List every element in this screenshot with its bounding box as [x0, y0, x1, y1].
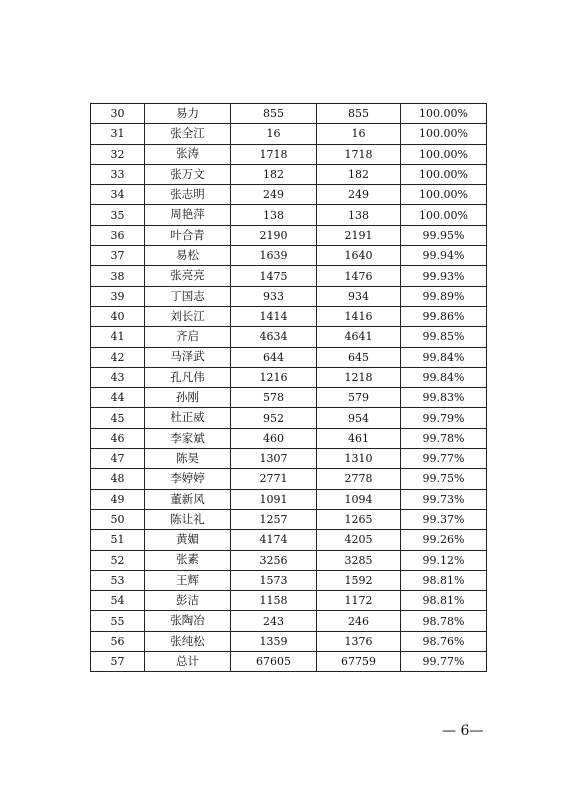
value-b-cell: 1310 [317, 449, 401, 469]
value-a-cell: 855 [231, 104, 317, 124]
value-a-cell: 1414 [231, 306, 317, 326]
table-row [91, 104, 487, 124]
row-index-cell: 35 [91, 205, 145, 225]
value-a-cell: 1718 [231, 144, 317, 164]
table-row [91, 347, 487, 367]
value-b-cell: 138 [317, 205, 401, 225]
percentage-cell: 99.85% [401, 327, 487, 347]
percentage-cell: 98.78% [401, 611, 487, 631]
table-row [91, 570, 487, 590]
value-a-cell: 2190 [231, 225, 317, 245]
row-index-cell: 55 [91, 611, 145, 631]
percentage-cell: 98.81% [401, 591, 487, 611]
value-b-cell: 1416 [317, 306, 401, 326]
table-row [91, 611, 487, 631]
percentage-cell: 98.76% [401, 631, 487, 651]
name-cell: 陈让礼 [145, 509, 231, 529]
percentage-cell: 99.37% [401, 509, 487, 529]
table-row [91, 530, 487, 550]
value-b-cell: 1172 [317, 591, 401, 611]
row-index-cell: 32 [91, 144, 145, 164]
name-cell: 总计 [145, 652, 231, 672]
value-b-cell: 249 [317, 185, 401, 205]
name-cell: 王辉 [145, 570, 231, 590]
value-a-cell: 578 [231, 388, 317, 408]
table-row [91, 388, 487, 408]
percentage-cell: 100.00% [401, 205, 487, 225]
value-b-cell: 645 [317, 347, 401, 367]
value-b-cell: 1265 [317, 509, 401, 529]
page-number: — 6— [442, 723, 484, 739]
row-index-cell: 41 [91, 327, 145, 347]
table-row [91, 489, 487, 509]
table-row [91, 144, 487, 164]
percentage-cell: 99.78% [401, 428, 487, 448]
value-a-cell: 933 [231, 286, 317, 306]
table-row [91, 124, 487, 144]
name-cell: 易力 [145, 104, 231, 124]
table-row [91, 631, 487, 651]
value-b-cell: 182 [317, 164, 401, 184]
row-index-cell: 40 [91, 306, 145, 326]
value-b-cell: 246 [317, 611, 401, 631]
percentage-cell: 99.94% [401, 246, 487, 266]
value-b-cell: 855 [317, 104, 401, 124]
table-row [91, 185, 487, 205]
value-a-cell: 2771 [231, 469, 317, 489]
value-a-cell: 1257 [231, 509, 317, 529]
value-a-cell: 249 [231, 185, 317, 205]
table-row [91, 449, 487, 469]
name-cell: 张全江 [145, 124, 231, 144]
row-index-cell: 43 [91, 367, 145, 387]
table-row [91, 225, 487, 245]
name-cell: 齐启 [145, 327, 231, 347]
name-cell: 孔凡伟 [145, 367, 231, 387]
value-a-cell: 3256 [231, 550, 317, 570]
value-b-cell: 461 [317, 428, 401, 448]
row-index-cell: 51 [91, 530, 145, 550]
percentage-cell: 99.79% [401, 408, 487, 428]
value-b-cell: 3285 [317, 550, 401, 570]
row-index-cell: 36 [91, 225, 145, 245]
percentage-cell: 99.93% [401, 266, 487, 286]
table-row [91, 164, 487, 184]
table-row [91, 367, 487, 387]
name-cell: 张志明 [145, 185, 231, 205]
row-index-cell: 47 [91, 449, 145, 469]
row-index-cell: 33 [91, 164, 145, 184]
value-a-cell: 138 [231, 205, 317, 225]
percentage-cell: 100.00% [401, 144, 487, 164]
name-cell: 黄媚 [145, 530, 231, 550]
value-a-cell: 16 [231, 124, 317, 144]
value-a-cell: 182 [231, 164, 317, 184]
value-b-cell: 934 [317, 286, 401, 306]
table-row [91, 469, 487, 489]
name-cell: 张万文 [145, 164, 231, 184]
row-index-cell: 42 [91, 347, 145, 367]
table-row [91, 408, 487, 428]
row-index-cell: 50 [91, 509, 145, 529]
name-cell: 张涛 [145, 144, 231, 164]
value-a-cell: 1216 [231, 367, 317, 387]
name-cell: 李家斌 [145, 428, 231, 448]
value-a-cell: 1158 [231, 591, 317, 611]
value-b-cell: 4205 [317, 530, 401, 550]
value-b-cell: 67759 [317, 652, 401, 672]
table-row [91, 327, 487, 347]
row-index-cell: 39 [91, 286, 145, 306]
row-index-cell: 46 [91, 428, 145, 448]
table-row [91, 550, 487, 570]
value-b-cell: 16 [317, 124, 401, 144]
row-index-cell: 56 [91, 631, 145, 651]
table-row [91, 591, 487, 611]
percentage-cell: 99.86% [401, 306, 487, 326]
percentage-cell: 99.95% [401, 225, 487, 245]
value-b-cell: 2778 [317, 469, 401, 489]
row-index-cell: 49 [91, 489, 145, 509]
row-index-cell: 53 [91, 570, 145, 590]
row-index-cell: 48 [91, 469, 145, 489]
percentage-cell: 100.00% [401, 185, 487, 205]
value-a-cell: 4634 [231, 327, 317, 347]
name-cell: 张亮亮 [145, 266, 231, 286]
value-a-cell: 1359 [231, 631, 317, 651]
row-index-cell: 45 [91, 408, 145, 428]
value-a-cell: 1091 [231, 489, 317, 509]
row-index-cell: 30 [91, 104, 145, 124]
percentage-cell: 99.73% [401, 489, 487, 509]
name-cell: 董新风 [145, 489, 231, 509]
percentage-cell: 99.26% [401, 530, 487, 550]
name-cell: 孙刚 [145, 388, 231, 408]
value-b-cell: 1218 [317, 367, 401, 387]
percentage-cell: 98.81% [401, 570, 487, 590]
table-row [91, 246, 487, 266]
value-b-cell: 954 [317, 408, 401, 428]
percentage-cell: 99.77% [401, 652, 487, 672]
value-a-cell: 460 [231, 428, 317, 448]
percentage-cell: 99.75% [401, 469, 487, 489]
row-index-cell: 52 [91, 550, 145, 570]
value-a-cell: 243 [231, 611, 317, 631]
row-index-cell: 54 [91, 591, 145, 611]
row-index-cell: 38 [91, 266, 145, 286]
percentage-cell: 100.00% [401, 104, 487, 124]
row-index-cell: 34 [91, 185, 145, 205]
name-cell: 陈昊 [145, 449, 231, 469]
data-table [90, 103, 487, 672]
value-b-cell: 1376 [317, 631, 401, 651]
table-row [91, 306, 487, 326]
value-a-cell: 644 [231, 347, 317, 367]
table-row [91, 428, 487, 448]
table-body [91, 104, 487, 672]
percentage-cell: 100.00% [401, 124, 487, 144]
value-b-cell: 2191 [317, 225, 401, 245]
value-b-cell: 4641 [317, 327, 401, 347]
value-b-cell: 1094 [317, 489, 401, 509]
value-a-cell: 1475 [231, 266, 317, 286]
percentage-cell: 100.00% [401, 164, 487, 184]
row-index-cell: 57 [91, 652, 145, 672]
table-row [91, 205, 487, 225]
table-row [91, 509, 487, 529]
value-a-cell: 1573 [231, 570, 317, 590]
name-cell: 易松 [145, 246, 231, 266]
value-b-cell: 1640 [317, 246, 401, 266]
value-b-cell: 579 [317, 388, 401, 408]
row-index-cell: 31 [91, 124, 145, 144]
value-a-cell: 67605 [231, 652, 317, 672]
name-cell: 张素 [145, 550, 231, 570]
percentage-cell: 99.77% [401, 449, 487, 469]
name-cell: 刘长江 [145, 306, 231, 326]
percentage-cell: 99.84% [401, 367, 487, 387]
name-cell: 周艳萍 [145, 205, 231, 225]
table-row [91, 286, 487, 306]
name-cell: 彭洁 [145, 591, 231, 611]
name-cell: 李婷婷 [145, 469, 231, 489]
name-cell: 张陶冶 [145, 611, 231, 631]
name-cell: 张纯松 [145, 631, 231, 651]
name-cell: 杜正威 [145, 408, 231, 428]
value-a-cell: 1639 [231, 246, 317, 266]
table-row [91, 266, 487, 286]
table-row [91, 652, 487, 672]
row-index-cell: 37 [91, 246, 145, 266]
value-a-cell: 952 [231, 408, 317, 428]
value-a-cell: 1307 [231, 449, 317, 469]
value-a-cell: 4174 [231, 530, 317, 550]
name-cell: 叶合青 [145, 225, 231, 245]
percentage-cell: 99.12% [401, 550, 487, 570]
percentage-cell: 99.84% [401, 347, 487, 367]
percentage-cell: 99.83% [401, 388, 487, 408]
value-b-cell: 1718 [317, 144, 401, 164]
value-b-cell: 1592 [317, 570, 401, 590]
value-b-cell: 1476 [317, 266, 401, 286]
name-cell: 马泽武 [145, 347, 231, 367]
percentage-cell: 99.89% [401, 286, 487, 306]
name-cell: 丁国志 [145, 286, 231, 306]
row-index-cell: 44 [91, 388, 145, 408]
